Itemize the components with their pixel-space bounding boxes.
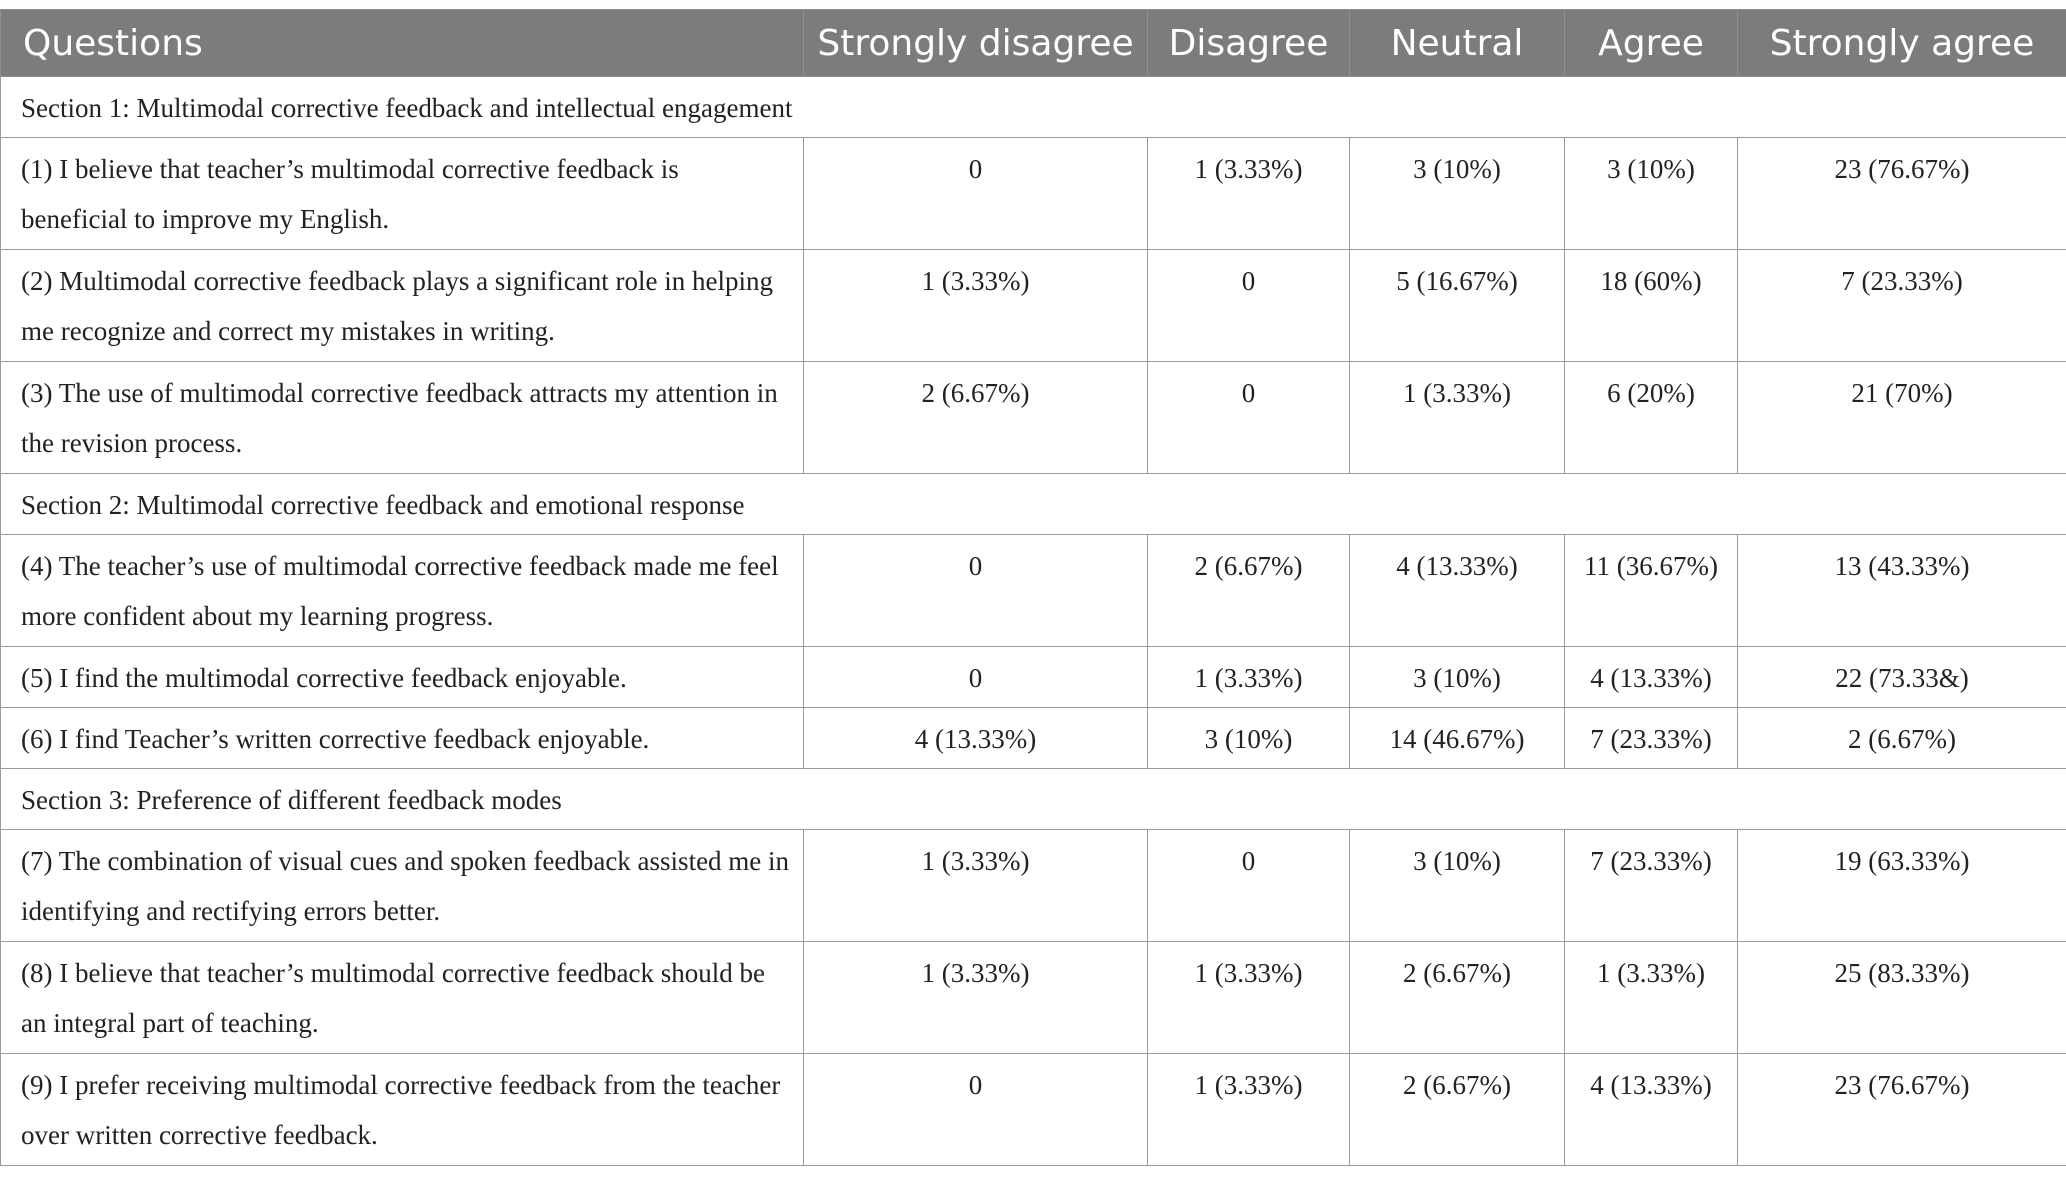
table-row — [1, 138, 2066, 250]
survey-table — [0, 9, 2066, 1166]
value-strongly-agree: 7 (23.33%) — [1738, 250, 2066, 362]
value-strongly-agree: 19 (63.33%) — [1738, 830, 2066, 942]
value-disagree: 0 — [1148, 250, 1350, 362]
section-title: Section 3: Preference of different feedback modes — [1, 769, 2066, 830]
value-strongly-disagree: 0 — [804, 647, 1148, 708]
header-strongly-disagree: Strongly disagree — [804, 10, 1148, 77]
question-cell: (2) Multimodal corrective feedback plays a significant role in helping me recognize and correct my mistakes in writing. — [1, 250, 804, 362]
value-neutral: 14 (46.67%) — [1350, 708, 1565, 769]
value-strongly-agree: 25 (83.33%) — [1738, 942, 2066, 1054]
table-row — [1, 362, 2066, 474]
value-strongly-agree: 22 (73.33&) — [1738, 647, 2066, 708]
value-disagree: 1 (3.33%) — [1148, 647, 1350, 708]
value-strongly-disagree: 1 (3.33%) — [804, 942, 1148, 1054]
value-disagree: 0 — [1148, 362, 1350, 474]
section-title: Section 2: Multimodal corrective feedback and emotional response — [1, 474, 2066, 535]
value-strongly-disagree: 4 (13.33%) — [804, 708, 1148, 769]
table-row — [1, 942, 2066, 1054]
section-row — [1, 474, 2066, 535]
value-neutral: 2 (6.67%) — [1350, 1054, 1565, 1166]
table-row — [1, 250, 2066, 362]
value-neutral: 4 (13.33%) — [1350, 535, 1565, 647]
value-disagree: 1 (3.33%) — [1148, 942, 1350, 1054]
question-cell: (4) The teacher’s use of multimodal corrective feedback made me feel more confident about my learning progress. — [1, 535, 804, 647]
value-strongly-disagree: 0 — [804, 535, 1148, 647]
header-row — [1, 10, 2066, 77]
value-strongly-agree: 2 (6.67%) — [1738, 708, 2066, 769]
table-row — [1, 830, 2066, 942]
question-cell: (8) I believe that teacher’s multimodal corrective feedback should be an integral part of teaching. — [1, 942, 804, 1054]
value-neutral: 3 (10%) — [1350, 138, 1565, 250]
value-agree: 11 (36.67%) — [1565, 535, 1738, 647]
table-row — [1, 535, 2066, 647]
value-disagree: 2 (6.67%) — [1148, 535, 1350, 647]
value-disagree: 1 (3.33%) — [1148, 138, 1350, 250]
value-disagree: 3 (10%) — [1148, 708, 1350, 769]
value-strongly-agree: 23 (76.67%) — [1738, 1054, 2066, 1166]
header-disagree: Disagree — [1148, 10, 1350, 77]
value-agree: 1 (3.33%) — [1565, 942, 1738, 1054]
value-agree: 4 (13.33%) — [1565, 647, 1738, 708]
value-neutral: 5 (16.67%) — [1350, 250, 1565, 362]
value-strongly-disagree: 1 (3.33%) — [804, 250, 1148, 362]
value-disagree: 0 — [1148, 830, 1350, 942]
question-cell: (3) The use of multimodal corrective feedback attracts my attention in the revision process. — [1, 362, 804, 474]
question-cell: (5) I find the multimodal corrective feedback enjoyable. — [1, 647, 804, 708]
value-strongly-agree: 21 (70%) — [1738, 362, 2066, 474]
header-questions: Questions — [1, 10, 804, 77]
value-agree: 7 (23.33%) — [1565, 830, 1738, 942]
value-agree: 18 (60%) — [1565, 250, 1738, 362]
table-row — [1, 1054, 2066, 1166]
question-cell: (1) I believe that teacher’s multimodal corrective feedback is beneficial to improve my English. — [1, 138, 804, 250]
value-agree: 3 (10%) — [1565, 138, 1738, 250]
header-strongly-agree: Strongly agree — [1738, 10, 2066, 77]
question-cell: (6) I find Teacher’s written corrective feedback enjoyable. — [1, 708, 804, 769]
value-strongly-disagree: 1 (3.33%) — [804, 830, 1148, 942]
value-agree: 7 (23.33%) — [1565, 708, 1738, 769]
value-strongly-disagree: 0 — [804, 1054, 1148, 1166]
value-neutral: 3 (10%) — [1350, 830, 1565, 942]
value-agree: 6 (20%) — [1565, 362, 1738, 474]
value-strongly-disagree: 2 (6.67%) — [804, 362, 1148, 474]
question-cell: (7) The combination of visual cues and spoken feedback assisted me in identifying and rectifying errors better. — [1, 830, 804, 942]
value-agree: 4 (13.33%) — [1565, 1054, 1738, 1166]
header-neutral: Neutral — [1350, 10, 1565, 77]
section-row — [1, 77, 2066, 138]
section-title: Section 1: Multimodal corrective feedback and intellectual engagement — [1, 77, 2066, 138]
table-row — [1, 708, 2066, 769]
header-agree: Agree — [1565, 10, 1738, 77]
value-disagree: 1 (3.33%) — [1148, 1054, 1350, 1166]
table-row — [1, 647, 2066, 708]
value-strongly-disagree: 0 — [804, 138, 1148, 250]
value-neutral: 2 (6.67%) — [1350, 942, 1565, 1054]
question-cell: (9) I prefer receiving multimodal corrective feedback from the teacher over written corrective feedback. — [1, 1054, 804, 1166]
value-strongly-agree: 13 (43.33%) — [1738, 535, 2066, 647]
value-strongly-agree: 23 (76.67%) — [1738, 138, 2066, 250]
value-neutral: 3 (10%) — [1350, 647, 1565, 708]
section-row — [1, 769, 2066, 830]
value-neutral: 1 (3.33%) — [1350, 362, 1565, 474]
